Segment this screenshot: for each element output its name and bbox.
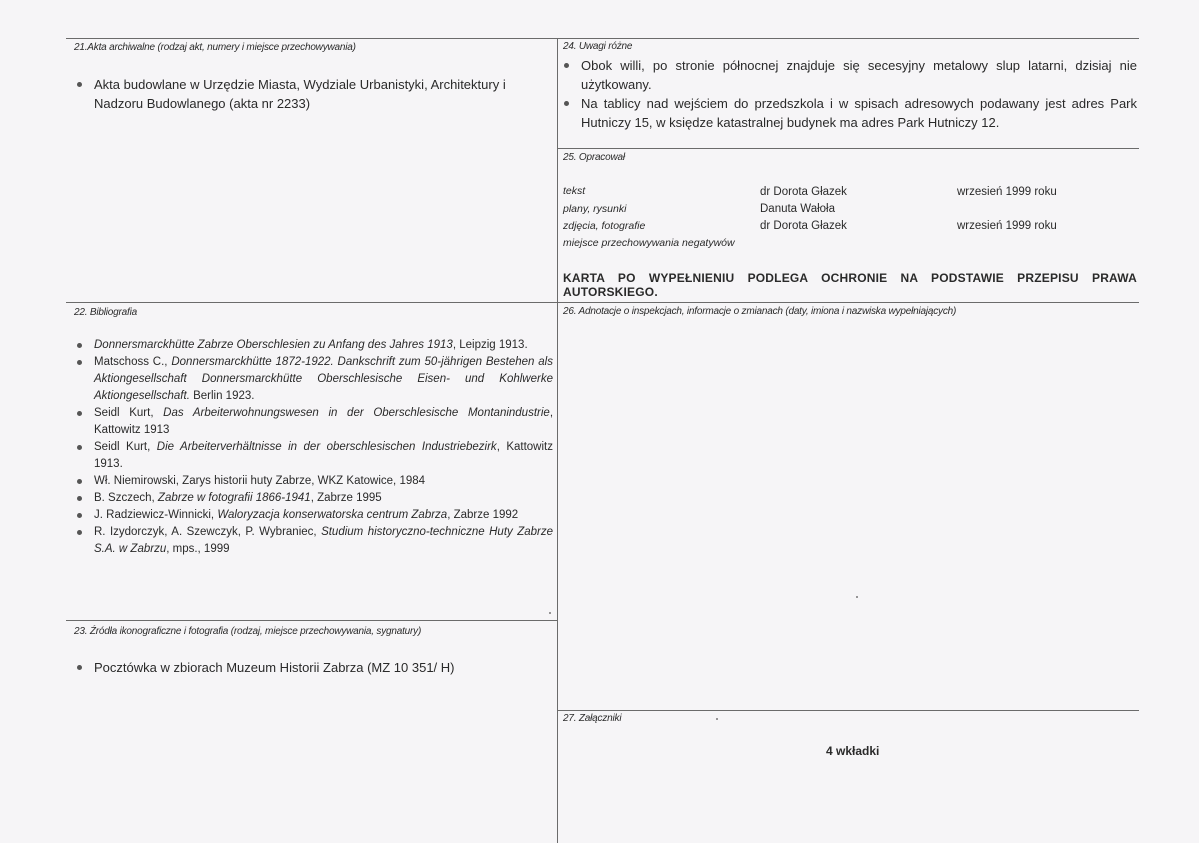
bib-title: Die Arbeiterverhältnisse in der oberschlesischen Industriebezirk: [156, 441, 497, 453]
section-25-header: 25. Opracował: [563, 152, 625, 163]
row-date-photos: wrzesień 1999 roku: [957, 220, 1057, 232]
bib-author: Wł. Niemirowski, Zarys historii huty Zabrze, WKZ Katowice, 1984: [94, 475, 426, 487]
bib-imprint: Berlin 1923.: [189, 390, 255, 402]
bib-title: Donnersmarckhütte Zabrze Oberschlesien zu Anfang des Jahres 1913: [94, 339, 453, 351]
divider-22-23: [66, 620, 557, 621]
section-23-list: [74, 658, 554, 677]
list-item: Na tablicy nad wejściem do przedszkola i w spisach adresowych podawany jest adres Park Hutniczy 15, w księdze katastralnej budynek ma adres Park Hutniczy 12.: [561, 94, 1137, 132]
row-name-text: dr Dorota Głazek: [760, 186, 847, 198]
divider-26-27: [557, 710, 1139, 711]
bib-title: Zabrze w fotografii 1866-1941: [157, 492, 311, 504]
center-divider-line: [557, 38, 558, 843]
bib-title: Donnersmarckhütte 1872-1922. Dankschrift zum 50-jährigen Bestehen als Aktiongesellschaft Donnersmarckhütte Oberschlesische Eisen- und Kohlwerke Aktiongesellschaft.: [94, 356, 553, 402]
bib-title: Waloryzacja konserwatorska centrum Zabrza: [217, 509, 448, 521]
bib-author: Seidl Kurt,: [94, 407, 164, 419]
list-item: [74, 524, 553, 558]
section-24-header: 24. Uwagi różne: [563, 41, 633, 52]
list-item: [74, 337, 553, 354]
bib-author: B. Szczech,: [94, 492, 158, 504]
row-date-text: wrzesień 1999 roku: [957, 186, 1057, 198]
row-label-photos: zdjęcia, fotografie: [563, 220, 646, 232]
list-item: [74, 473, 553, 490]
section-22-header: 22. Bibliografia: [74, 307, 137, 318]
scan-speck: [716, 718, 718, 720]
row-label-text: tekst: [563, 185, 586, 197]
list-item: Pocztówka w zbiorach Muzeum Historii Zabrza (MZ 10 351/ H): [74, 658, 554, 677]
section-21-header: 21.Akta archiwalne (rodzaj akt, numery i miejsce przechowywania): [74, 42, 356, 53]
bib-author: Seidl Kurt,: [94, 441, 157, 453]
section-27-header: 27. Załączniki: [563, 713, 622, 724]
list-item: [74, 439, 553, 473]
list-item: [74, 354, 553, 405]
row-label-plans: plany, rysunki: [563, 203, 627, 215]
bib-author: J. Radziewicz-Winnicki,: [94, 509, 218, 521]
bib-author: R. Izydorczyk, A. Szewczyk, P. Wybraniec,: [94, 526, 322, 538]
bib-imprint: , Kattowitz 1913: [94, 407, 554, 436]
section-24-list: [561, 56, 1137, 132]
row-name-plans: Danuta Wałoła: [760, 203, 836, 215]
section-26-header: 26. Adnotacje o inspekcjach, informacje o zmianach (daty, imiona i nazwiska wypełniających): [563, 306, 957, 317]
bib-imprint: , Leipzig 1913.: [452, 339, 528, 351]
section-23-header: 23. Źródła ikonograficzne i fotografia (rodzaj, miejsce przechowywania, sygnatury): [74, 626, 422, 637]
scan-speck: [549, 612, 551, 614]
list-item: [74, 507, 553, 524]
list-item: [74, 405, 553, 439]
bib-imprint: , Zabrze 1995: [310, 492, 382, 504]
top-border-line: [66, 38, 1139, 39]
bib-title: Das Arbeiterwohnungswesen in der Oberschlesische Montanindustrie: [163, 407, 550, 419]
section-21-list: [74, 75, 554, 113]
divider-21-22: [66, 302, 1139, 303]
attachments-count: 4 wkładki: [826, 744, 880, 758]
scan-speck: [856, 596, 858, 598]
bib-imprint: , mps., 1999: [166, 543, 230, 555]
list-item: [74, 490, 553, 507]
section-22-list: [74, 337, 553, 558]
bib-imprint: , Kattowitz 1913.: [94, 441, 553, 470]
bib-imprint: , Zabrze 1992: [447, 509, 519, 521]
divider-24-25: [557, 148, 1139, 149]
bib-author: Matschoss C.,: [94, 356, 172, 368]
copyright-notice: KARTA PO WYPEŁNIENIU PODLEGA OCHRONIE NA PODSTAWIE PRZEPISU PRAWA AUTORSKIEGO.: [563, 271, 1137, 299]
row-label-negatives: miejsce przechowywania negatywów: [563, 237, 735, 249]
bib-title: Studium historyczno-techniczne Huty Zabrze S.A. w Zabrzu: [94, 526, 554, 555]
list-item: Akta budowlane w Urzędzie Miasta, Wydziale Urbanistyki, Architektury i Nadzoru Budowlanego (akta nr 2233): [74, 75, 554, 113]
row-name-photos: dr Dorota Głazek: [760, 220, 847, 232]
list-item: Obok willi, po stronie północnej znajduje się secesyjny metalowy slup latarni, dzisiaj nie użytkowany.: [561, 56, 1137, 94]
